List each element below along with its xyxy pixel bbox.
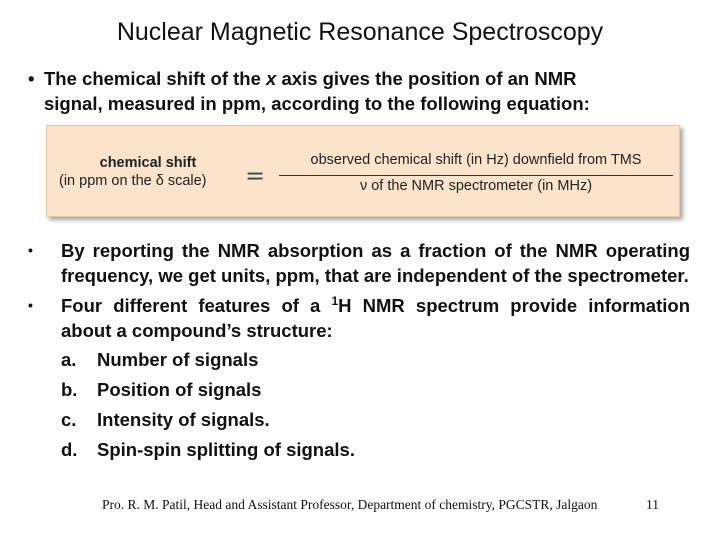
- sub-list-item: [61, 345, 690, 375]
- sub-item-letter: a.: [61, 349, 77, 370]
- sub-item-letter: c.: [61, 409, 77, 430]
- equation-lhs-line1: chemical shift: [99, 155, 197, 171]
- sub-item-letter: d.: [61, 439, 78, 460]
- intro-text-line2: signal, measured in ppm, according to the following equation:: [44, 93, 590, 114]
- sub-list: [61, 345, 690, 465]
- sub-item-text: Intensity of signals.: [97, 409, 270, 430]
- sub-item-text: Position of signals: [97, 379, 262, 400]
- superscript: 1: [331, 294, 339, 308]
- footer-credit: Pro. R. M. Patil, Head and Assistant Professor, Department of chemistry, PGCSTR, Jalgaon: [102, 497, 598, 512]
- slide-title: Nuclear Magnetic Resonance Spectroscopy: [116, 18, 604, 46]
- intro-bullet-point: [28, 66, 692, 116]
- equation-lhs: [59, 154, 237, 190]
- bullet-icon: •: [28, 242, 33, 258]
- bullet-list: [26, 238, 690, 470]
- sub-list-item: [61, 435, 690, 465]
- equation-lhs-line2: (in ppm on the δ scale): [59, 173, 207, 189]
- point-text: Four different features of a $^1$H NMR spectrum provide information about a compound’s structure:: [61, 294, 690, 341]
- x-axis-italic: x: [266, 68, 277, 89]
- fraction-bar: [279, 175, 673, 176]
- sub-list-item: [61, 375, 690, 405]
- intro-text: The chemical shift of the x axis gives the position of an NMR: [44, 68, 577, 89]
- sub-item-text: Spin-spin splitting of signals.: [97, 439, 355, 460]
- equation-box: [46, 125, 680, 217]
- list-item: [26, 238, 690, 288]
- equation-numerator: observed chemical shift (in Hz) downfield from TMS: [310, 152, 642, 168]
- sub-list-item: [61, 405, 690, 435]
- sub-item-text: Number of signals: [97, 349, 259, 370]
- equals-sign: =: [245, 162, 266, 190]
- bullet-icon: •: [28, 68, 35, 89]
- equation-denominator: ν of the NMR spectrometer (in MHz): [359, 178, 593, 194]
- page-number: 11: [646, 497, 659, 512]
- sub-item-letter: b.: [61, 379, 78, 400]
- list-item: [26, 293, 690, 465]
- point-text: By reporting the NMR absorption as a fraction of the NMR operating frequency, we get units, ppm, that are independent of the spectrometer.: [61, 240, 690, 286]
- bullet-icon: •: [28, 297, 33, 313]
